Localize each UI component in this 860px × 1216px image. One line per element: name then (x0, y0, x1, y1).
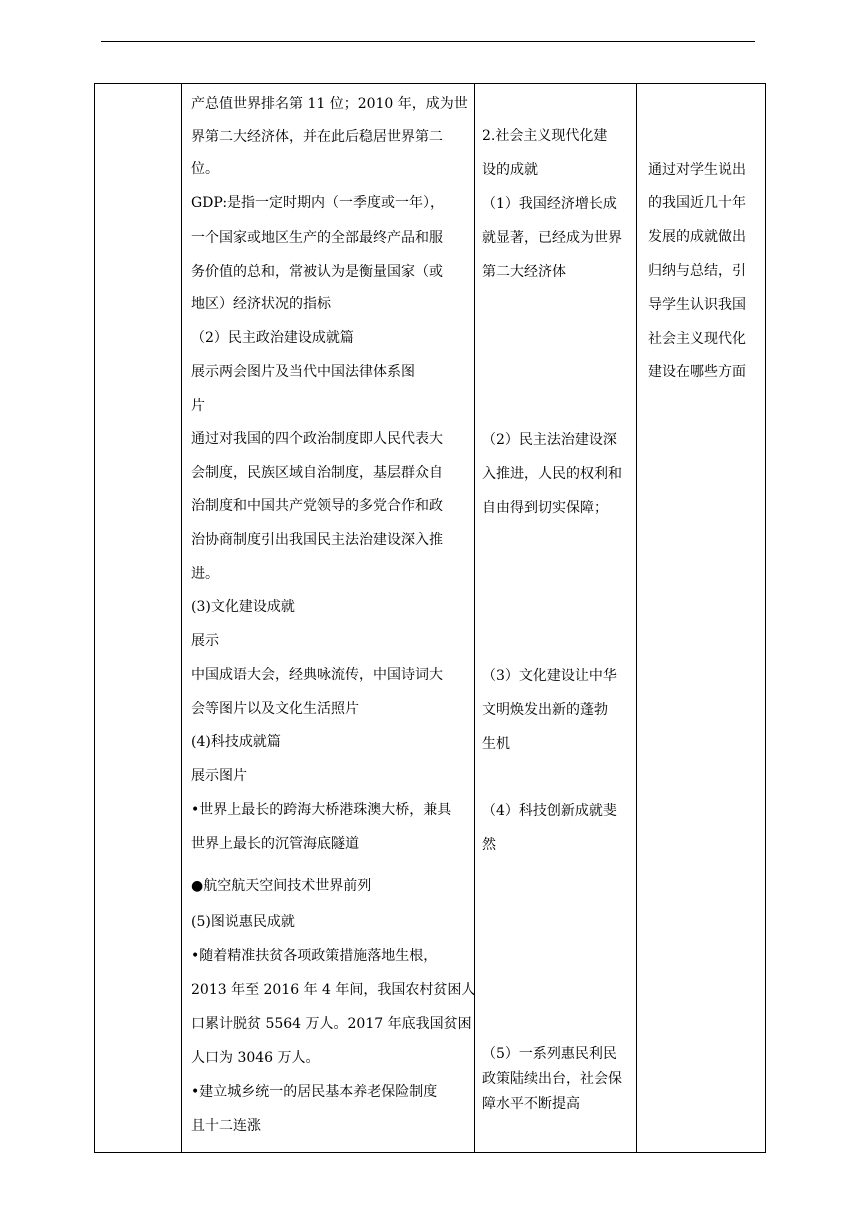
text-line: 发展的成就做出 (648, 229, 746, 245)
text-line: 世界上最长的沉管海底隧道 (191, 836, 359, 852)
text-line: 位。 (191, 161, 219, 177)
text-line: 展示 (191, 633, 219, 649)
text-line: （2）民主政治建设成就篇 (191, 330, 354, 346)
text-line: GDP:是指一定时期内（一季度或一年）， (191, 195, 445, 211)
text-line: （2）民主法治建设深 (482, 432, 617, 448)
text-line: •世界上最长的跨海大桥港珠澳大桥，兼具 (191, 802, 452, 818)
text-line: 人口为 3046 万人。 (191, 1050, 320, 1066)
text-line: 地区）经济状况的指标 (191, 296, 331, 312)
text-line: 会等图片以及文化生活照片 (191, 701, 359, 717)
text-line: 治协商制度引出我国民主法治建设深入推 (191, 532, 443, 548)
table-cell-design-intent (95, 84, 765, 1152)
text-line: 设的成就 (482, 162, 538, 178)
text-line: 第二大经济体 (482, 264, 566, 280)
text-line: 生机 (482, 736, 510, 752)
text-line: 文明焕发出新的蓬勃 (482, 702, 608, 718)
text-line: 口累计脱贫 5564 万人。2017 年底我国贫困 (191, 1016, 472, 1032)
text-line: 障水平不断提高 (482, 1096, 580, 1112)
text-line: 2.社会主义现代化建 (482, 128, 608, 144)
text-line: 自由得到切实保障； (482, 500, 608, 516)
text-line: 中国成语大会，经典咏流传，中国诗词大 (191, 667, 443, 683)
text-line: 2013 年至 2016 年 4 年间，我国农村贫困人 (191, 982, 476, 998)
text-line: 通过对学生说出 (648, 162, 746, 178)
text-line: ●航空航天空间技术世界前列 (191, 878, 372, 894)
text-line: 展示图片 (191, 768, 247, 784)
text-line: 社会主义现代化 (648, 331, 746, 347)
text-line: 通过对我国的四个政治制度即人民代表大 (191, 431, 443, 447)
text-line: 产总值世界排名第 11 位；2010 年，成为世 (191, 96, 468, 112)
text-line: 导学生认识我国 (648, 297, 746, 313)
text-line: 政策陆续出台，社会保 (482, 1071, 622, 1087)
text-line: (5)图说惠民成就 (191, 914, 295, 930)
text-line: (3)文化建设成就 (191, 599, 295, 615)
text-line: （1）我国经济增长成 (482, 196, 617, 212)
text-line: 建设在哪些方面 (648, 364, 746, 380)
text-line: 进。 (191, 566, 219, 582)
text-line: 入推进，人民的权利和 (482, 466, 622, 482)
lesson-table (94, 83, 766, 1153)
text-line: 一个国家或地区生产的全部最终产品和服 (191, 230, 443, 246)
text-line: 且十二连涨 (191, 1118, 261, 1134)
text-line: 的我国近几十年 (648, 195, 746, 211)
text-line: •建立城乡统一的居民基本养老保险制度 (191, 1084, 438, 1100)
text-line: 治制度和中国共产党领导的多党合作和政 (191, 498, 443, 514)
text-line: （3）文化建设让中华 (482, 668, 617, 684)
text-line: 片 (191, 398, 205, 414)
text-line: 然 (482, 837, 496, 853)
text-line: 界第二大经济体，并在此后稳居世界第二 (191, 129, 443, 145)
text-line: 会制度，民族区域自治制度，基层群众自 (191, 465, 443, 481)
text-line: （4）科技创新成就斐 (482, 803, 617, 819)
text-line: 务价值的总和，常被认为是衡量国家（或 (191, 264, 443, 280)
page-header-rule (101, 41, 755, 42)
text-line: 归纳与总结，引 (648, 263, 746, 279)
text-line: (4)科技成就篇 (191, 734, 281, 750)
text-line: 就显著，已经成为世界 (482, 230, 622, 246)
text-line: 展示两会图片及当代中国法律体系图 (191, 364, 415, 380)
text-line: （5）一系列惠民利民 (482, 1046, 617, 1062)
text-line: •随着精准扶贫各项政策措施落地生根， (191, 948, 438, 964)
